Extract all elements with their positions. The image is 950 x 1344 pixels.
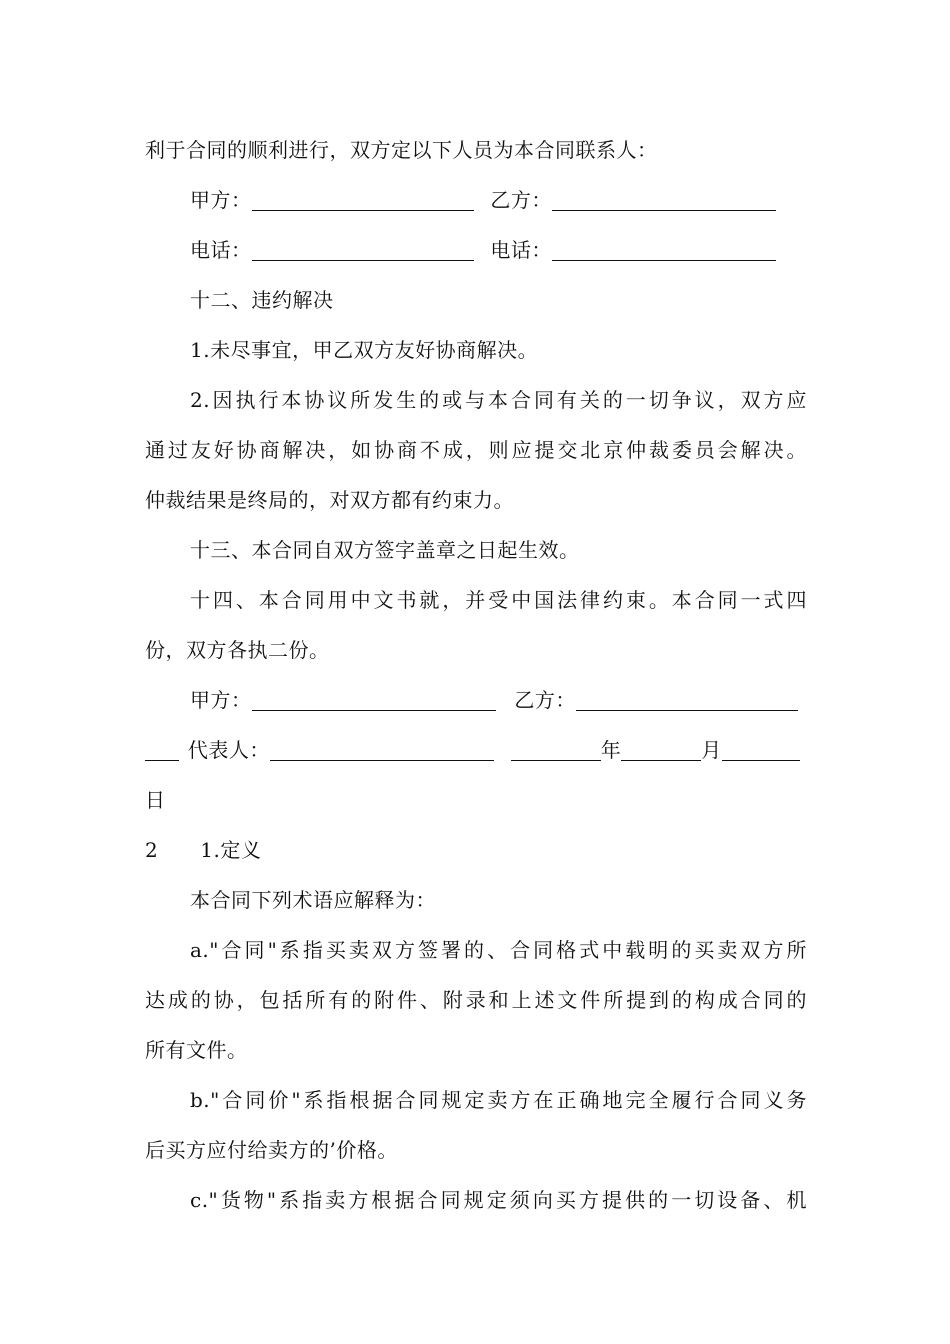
paragraph-line: 仲裁结果是终局的，对双方都有约束力。 [145, 488, 514, 512]
contact-phone-line [190, 236, 776, 264]
representative-date-line [145, 736, 800, 764]
definition-heading [145, 836, 261, 864]
month-label: 月 [701, 738, 722, 762]
signature-party-line [190, 686, 798, 714]
phone-b-label: 电话： [490, 238, 552, 262]
sign-party-b-blank[interactable] [576, 690, 798, 711]
paragraph-line: 1.未尽事宜，甲乙双方友好协商解决。 [190, 338, 539, 362]
party-b-label: 乙方： [490, 188, 552, 212]
party-b-blank[interactable] [552, 190, 776, 211]
year-blank[interactable] [511, 740, 601, 761]
contact-party-line [190, 186, 776, 214]
year-label: 年 [600, 738, 622, 762]
paragraph-line: 通过友好协商解决，如协商不成，则应提交北京仲裁委员会解决。 [145, 438, 807, 462]
paragraph-line: 十四、本合同用中文书就，并受中国法律约束。本合同一式四 [190, 588, 807, 612]
paragraph-line: 份，双方各执二份。 [145, 638, 330, 662]
section-number: 2 [145, 838, 159, 862]
representative-label: 代表人： [187, 738, 270, 762]
section-heading: 十二、违约解决 [190, 288, 334, 312]
paragraph-line: 2.因执行本协议所发生的或与本合同有关的一切争议，双方应 [190, 388, 807, 412]
phone-a-label: 电话： [190, 238, 252, 262]
definition-title: 1.定义 [200, 838, 262, 862]
paragraph-line: 所有文件。 [145, 1038, 248, 1062]
phone-b-blank[interactable] [552, 240, 776, 261]
paragraph-line: 十三、本合同自双方签字盖章之日起生效。 [190, 538, 580, 562]
paragraph-line: b."合同价"系指根据合同规定卖方在正确地完全履行合同义务 [190, 1088, 807, 1112]
sign-party-b-label: 乙方： [514, 688, 576, 712]
paragraph-line: 利于合同的顺利进行，双方定以下人员为本合同联系人： [145, 138, 658, 162]
day-blank[interactable] [722, 740, 800, 761]
party-a-blank[interactable] [252, 190, 474, 211]
paragraph-line: 本合同下列术语应解释为： [190, 888, 436, 912]
sign-party-a-blank[interactable] [252, 690, 496, 711]
sign-party-b-blank-cont[interactable] [145, 740, 179, 761]
sign-party-a-label: 甲方： [190, 688, 252, 712]
paragraph-line: 达成的协，包括所有的附件、附录和上述文件所提到的构成合同的 [145, 988, 807, 1012]
day-label: 日 [145, 788, 166, 812]
paragraph-line: a."合同"系指买卖双方签署的、合同格式中载明的买卖双方所 [190, 938, 807, 962]
phone-a-blank[interactable] [252, 240, 474, 261]
paragraph-line: 后买方应付给卖方的’价格。 [145, 1138, 398, 1162]
representative-blank[interactable] [270, 740, 494, 761]
party-a-label: 甲方： [190, 188, 252, 212]
month-blank[interactable] [621, 740, 701, 761]
paragraph-line: c."货物"系指卖方根据合同规定须向买方提供的一切设备、机 [190, 1188, 807, 1212]
